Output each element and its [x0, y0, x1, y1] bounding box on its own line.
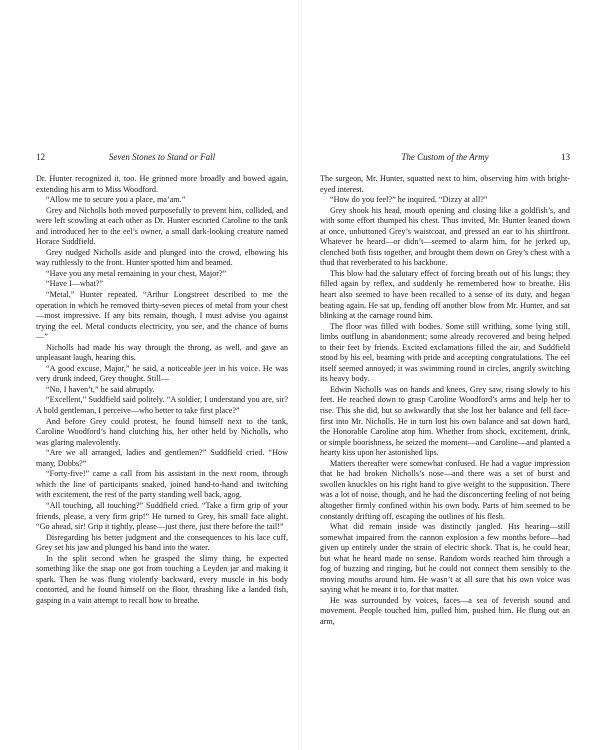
- paragraph: Edwin Nicholls was on hands and knees, Grey saw, rising slowly to his feet. He reached down to grasp Caroline Woodford’s arms and help her to rise. This she did, but so awkwardly that she lost her balance and fell face-first into Mr. Nicholls. He in turn lost his own balance and sat down hard, the Honorable Caroline atop him. Whether from shock, excitement, drink, or simple boorishness, he seized the moment—and Caroline—and planted a hearty kiss upon her astonished lips.: [320, 384, 570, 458]
- paragraph: “Have you any metal remaining in your chest, Major?”: [46, 268, 227, 278]
- paragraph: The floor was filled with bodies. Some still writhing, some lying still, limbs outflung in abandonment; some already recovered and being helped to their feet by friends. Excited exclamations filled the air, and Suddfield stood by his eel, beaming with pride and accepting congratulations. The eel itself seemed annoyed; it was swimming round in circles, angrily switching its heavy body.: [320, 321, 570, 384]
- paragraph: He was surrounded by voices, faces—a sea of feverish sound and movement. People touched him, pulled him, pushed him. He flung out an arm,: [320, 595, 570, 626]
- paragraph: “All touching, all touching?” Suddfield cried. “Take a firm grip of your friends, please, a very firm grip!” He turned to Grey, his small face alight. “Go ahead, sir! Grip it tightly, please—just there, just there before the tail!”: [36, 500, 288, 532]
- left-page-text: [36, 174, 288, 606]
- paragraph: The surgeon, Mr. Hunter, squatted next to him, observing him with bright-eyed interest.: [320, 174, 570, 194]
- paragraph: “Forty-five!” came a call from his assistant in the next room, through which the line of participants snaked, joined hand-to-hand and twitching with excitement, the rest of the party standing well back, agog.: [36, 469, 288, 500]
- paragraph: What did remain inside was distinctly jangled. His hearing—still somewhat impaired from the cannon explosion a few months before—had given up entirely under the strain of electric shock. That is, he could hear, but what he heard made no sense. Random words reached him through a fog of buzzing and ringing, but he could not connect them sensibly to the moving mouths around him. He wasn’t at all sure that his own voice was saying what he meant it to, for that matter.: [320, 522, 570, 595]
- paragraph: Grey and Nicholls both moved purposefully to prevent him, collided, and were left scowling at each other as Dr. Hunter escorted Caroline to the tank and introduced her to the eel’s owner, a small dark-looking creature named Horace Suddfield.: [36, 205, 288, 247]
- paragraph: Grey nudged Nicholls aside and plunged into the crowd, elbowing his way ruthlessly to the front. Hunter spotted him and beamed.: [36, 247, 288, 268]
- paragraph: “Are we all arranged, ladies and gentlemen?” Suddfield cried. “How many, Dobbs?”: [36, 448, 288, 468]
- paragraph: “Metal,” Hunter repeated. “Arthur Longstreet described to me the operation in which he removed thirty-seven pieces of metal from your chest—most impressive. If any bits remain, though, I must advise you against trying the eel. Metal conducts electricity, you see, and the chance of burns—”: [36, 290, 288, 342]
- paragraph: “Excellent,” Suddfield said politely. “A soldier, I understand you are, sir? A bold gentleman, I perceive—who better to take first place?”: [36, 395, 288, 416]
- paragraph: Dr. Hunter recognized it, too. He grinned more broadly and bowed again, extending his arm to Miss Woodford.: [36, 174, 288, 194]
- paragraph: In the split second when he grasped the slimy thing, he expected something like the snap one got from touching a Leyden jar and making it spark. Then he was flung violently backward, every muscle in his body contorted, and he found himself on the floor, thrashing like a landed fish, gasping in a vain attempt to recall how to breathe.: [36, 553, 288, 605]
- paragraph: “Have I—what?”: [46, 279, 104, 289]
- left-page-number: 12: [36, 152, 45, 162]
- paragraph: Nicholls had made his way through the throng, as well, and gave an unpleasant laugh, hearing this.: [36, 342, 288, 363]
- right-page-number: 13: [561, 152, 570, 162]
- paragraph: Matters thereafter were somewhat confused. He had a vague impression that he had broken Nicholls’s nose—and there was a set of burst and swollen knuckles on his right hand to give weight to the supposition. There was a lot of noise, though, and he had the disconcerting feeling of not being altogether firmly confined within his own body. Parts of him seemed to be constantly drifting off, escaping the outlines of his flesh.: [320, 458, 570, 521]
- right-page-text: [320, 174, 570, 628]
- right-running-head: The Custom of the Army: [401, 152, 489, 162]
- paragraph: And before Grey could protest, he found himself next to the tank, Caroline Woodford’s hand clutching his, her other held by Nicholls, who was glaring malevolently.: [36, 416, 288, 447]
- paragraph: “A good excuse, Major,” he said, a noticeable jeer in his voice. He was very drunk indeed, Grey thought. Still—: [36, 363, 288, 384]
- paragraph: Disregarding his better judgment and the consequences to his lace cuff, Grey set his jaw and plunged his hand into the water.: [36, 532, 288, 553]
- paragraph: Grey shook his head, mouth opening and closing like a goldfish’s, and with some effort thumped his chest. Thus invited, Mr. Hunter leaned down at once, unbuttoned Grey’s waistcoat, and pressed an ear to his shirtfront. Whatever he heard—or didn’t—seemed to alarm him, for he jerked up, clenched both fists together, and brought them down on Grey’s chest with a thud that reverberated to his backbone.: [320, 205, 570, 268]
- right-page: [300, 0, 600, 750]
- paragraph: “No, I haven’t,” he said abruptly.: [46, 384, 155, 394]
- paragraph: This blow had the salutary effect of forcing breath out of his lungs; they filled again by reflex, and suddenly he remembered how to breathe. His heart also seemed to have been recalled to a sense of its duty, and began beating again. He sat up, fending off another blow from Mr. Hunter, and sat blinking at the carnage round him.: [320, 268, 570, 321]
- paragraph: “Allow me to secure you a place, ma’am.”: [46, 195, 186, 205]
- paragraph: “How do you feel?” he inquired. “Dizzy at all?”: [330, 195, 488, 205]
- left-running-head: Seven Stones to Stand or Fall: [108, 152, 216, 162]
